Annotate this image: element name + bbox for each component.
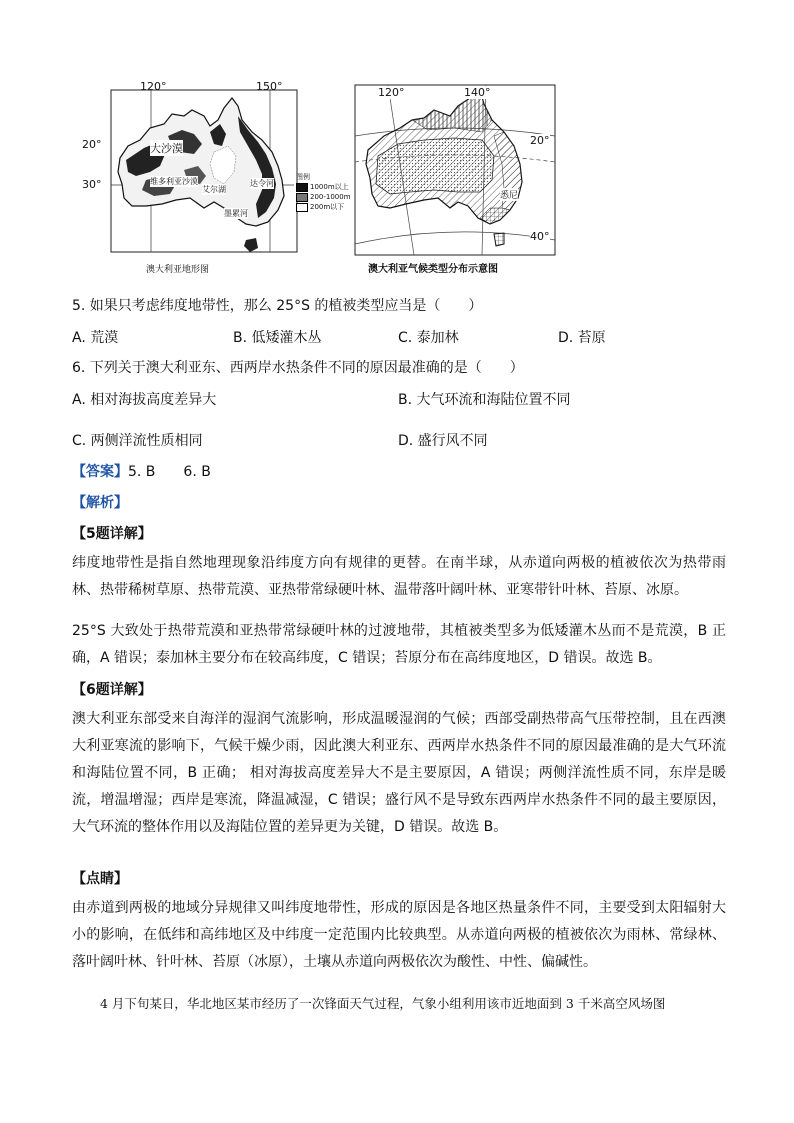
topography-caption: 澳大利亚地形图 (146, 265, 210, 275)
detail6-label: 【6题详解】 (72, 682, 152, 698)
q6-option-b: B. 大气环流和海陆位置不同 (398, 392, 571, 408)
answer-label: 【答案】 (72, 464, 128, 480)
analysis-label: 【解析】 (72, 495, 128, 511)
q5-option-d: D. 苔原 (558, 330, 606, 346)
lat-40-label: 40° (530, 230, 550, 243)
desert-label: 大沙漠 (150, 142, 183, 155)
topography-map (82, 80, 351, 275)
climate-map (354, 84, 556, 274)
sydney-label: 悉尼 (500, 188, 518, 201)
comment-paragraph: 由赤道到两极的地域分异规律又叫纬度地带性，形成的原因是各地区热量条件不同，主要受到太阳辐射大小的影响，在低纬和高纬地区及中纬度一定范围内比较典型。从赤道向两极的植被依次为雨林、常绿林、落叶阔叶林、针叶林、苔原（冰原），土壤从赤道向两极依次为酸性、中性、偏碱性。 (72, 900, 726, 970)
legend-item-low: 200m以下 (296, 202, 376, 212)
q6-stem: 6. 下列关于澳大利亚东、西两岸水热条件不同的原因最准确的是（ ） (72, 360, 524, 376)
comment-label: 【点睛】 (72, 871, 128, 887)
q5-stem: 5. 如果只考虑纬度地带性，那么 25°S 的植被类型应当是（ ） (72, 298, 483, 314)
q5-option-a: A. 荒漠 (72, 330, 119, 346)
q6-option-c: C. 两侧洋流性质相同 (72, 433, 203, 449)
legend-item-mid: 200-1000m (296, 192, 376, 202)
q5-option-b: B. 低矮灌木丛 (233, 330, 322, 346)
legend-title: 图例 (296, 173, 310, 181)
detail5-label: 【5题详解】 (72, 526, 152, 542)
q6-option-d: D. 盛行风不同 (398, 433, 488, 449)
q6-option-a: A. 相对海拔高度差异大 (72, 392, 217, 408)
lon-140-label: 140° (464, 86, 491, 99)
eyre-lake-label: 艾尔湖 (202, 185, 226, 194)
q5-option-c: C. 泰加林 (398, 330, 459, 346)
murray-river-label: 墨累河 (224, 209, 248, 218)
darling-river-label: 达令河 (250, 179, 274, 188)
detail5-paragraph-1: 纬度地带性是指自然地理现象沿纬度方向有规律的更替。在南半球，从赤道向两极的植被依次为热带雨林、热带稀树草原、热带荒漠、亚热带常绿硬叶林、温带落叶阔叶林、亚寒带针叶林、苔原、冰原。 (72, 555, 726, 598)
climate-caption: 澳大利亚气候类型分布示意图 (368, 264, 498, 275)
next-question-intro: 4 月下旬某日，华北地区某市经历了一次锋面天气过程，气象小组利用该市近地面到 3 千米高空风场图 (100, 996, 666, 1011)
lat-20-label: 20° (82, 138, 102, 151)
lat-30-label: 30° (82, 178, 102, 191)
lon-120-label: 120° (140, 80, 167, 93)
lat-20-label: 20° (530, 134, 550, 147)
lon-150-label: 150° (256, 80, 283, 93)
legend-item-high: 1000m以上 (296, 182, 376, 192)
detail6-paragraph-1: 澳大利亚东部受来自海洋的湿润气流影响，形成温暖湿润的气候；西部受副热带高气压带控制，且在西澳大利亚寒流的影响下，气候干燥少雨，因此澳大利亚东、西两岸水热条件不同的原因最准确的是大气环流和海陆位置不同，B 正确； 相对海拔高度差异大不是主要原因，A 错误；两侧洋流性质不同，东岸是暖流，增温增湿；西岸是寒流，降温减湿，C 错误；盛行风不是导致东西两岸水热条件不同的最主要原因，大气环流的整体作用以及海陆位置的差异更为关键，D 错误。故选 B。 (72, 711, 726, 835)
victoria-desert-label: 维多利亚沙漠 (150, 177, 198, 186)
answer-line (72, 462, 211, 482)
detail5-paragraph-2: 25°S 大致处于热带荒漠和亚热带常绿硬叶林的过渡地带，其植被类型多为低矮灌木丛而不是荒漠，B 正确，A 错误；泰加林主要分布在较高纬度，C 错误；苔原分布在高纬度地区，D 错误。故选 B。 (72, 623, 726, 666)
answer-text: 5. B 6. B (128, 464, 211, 480)
lon-120-label: 120° (378, 86, 405, 99)
